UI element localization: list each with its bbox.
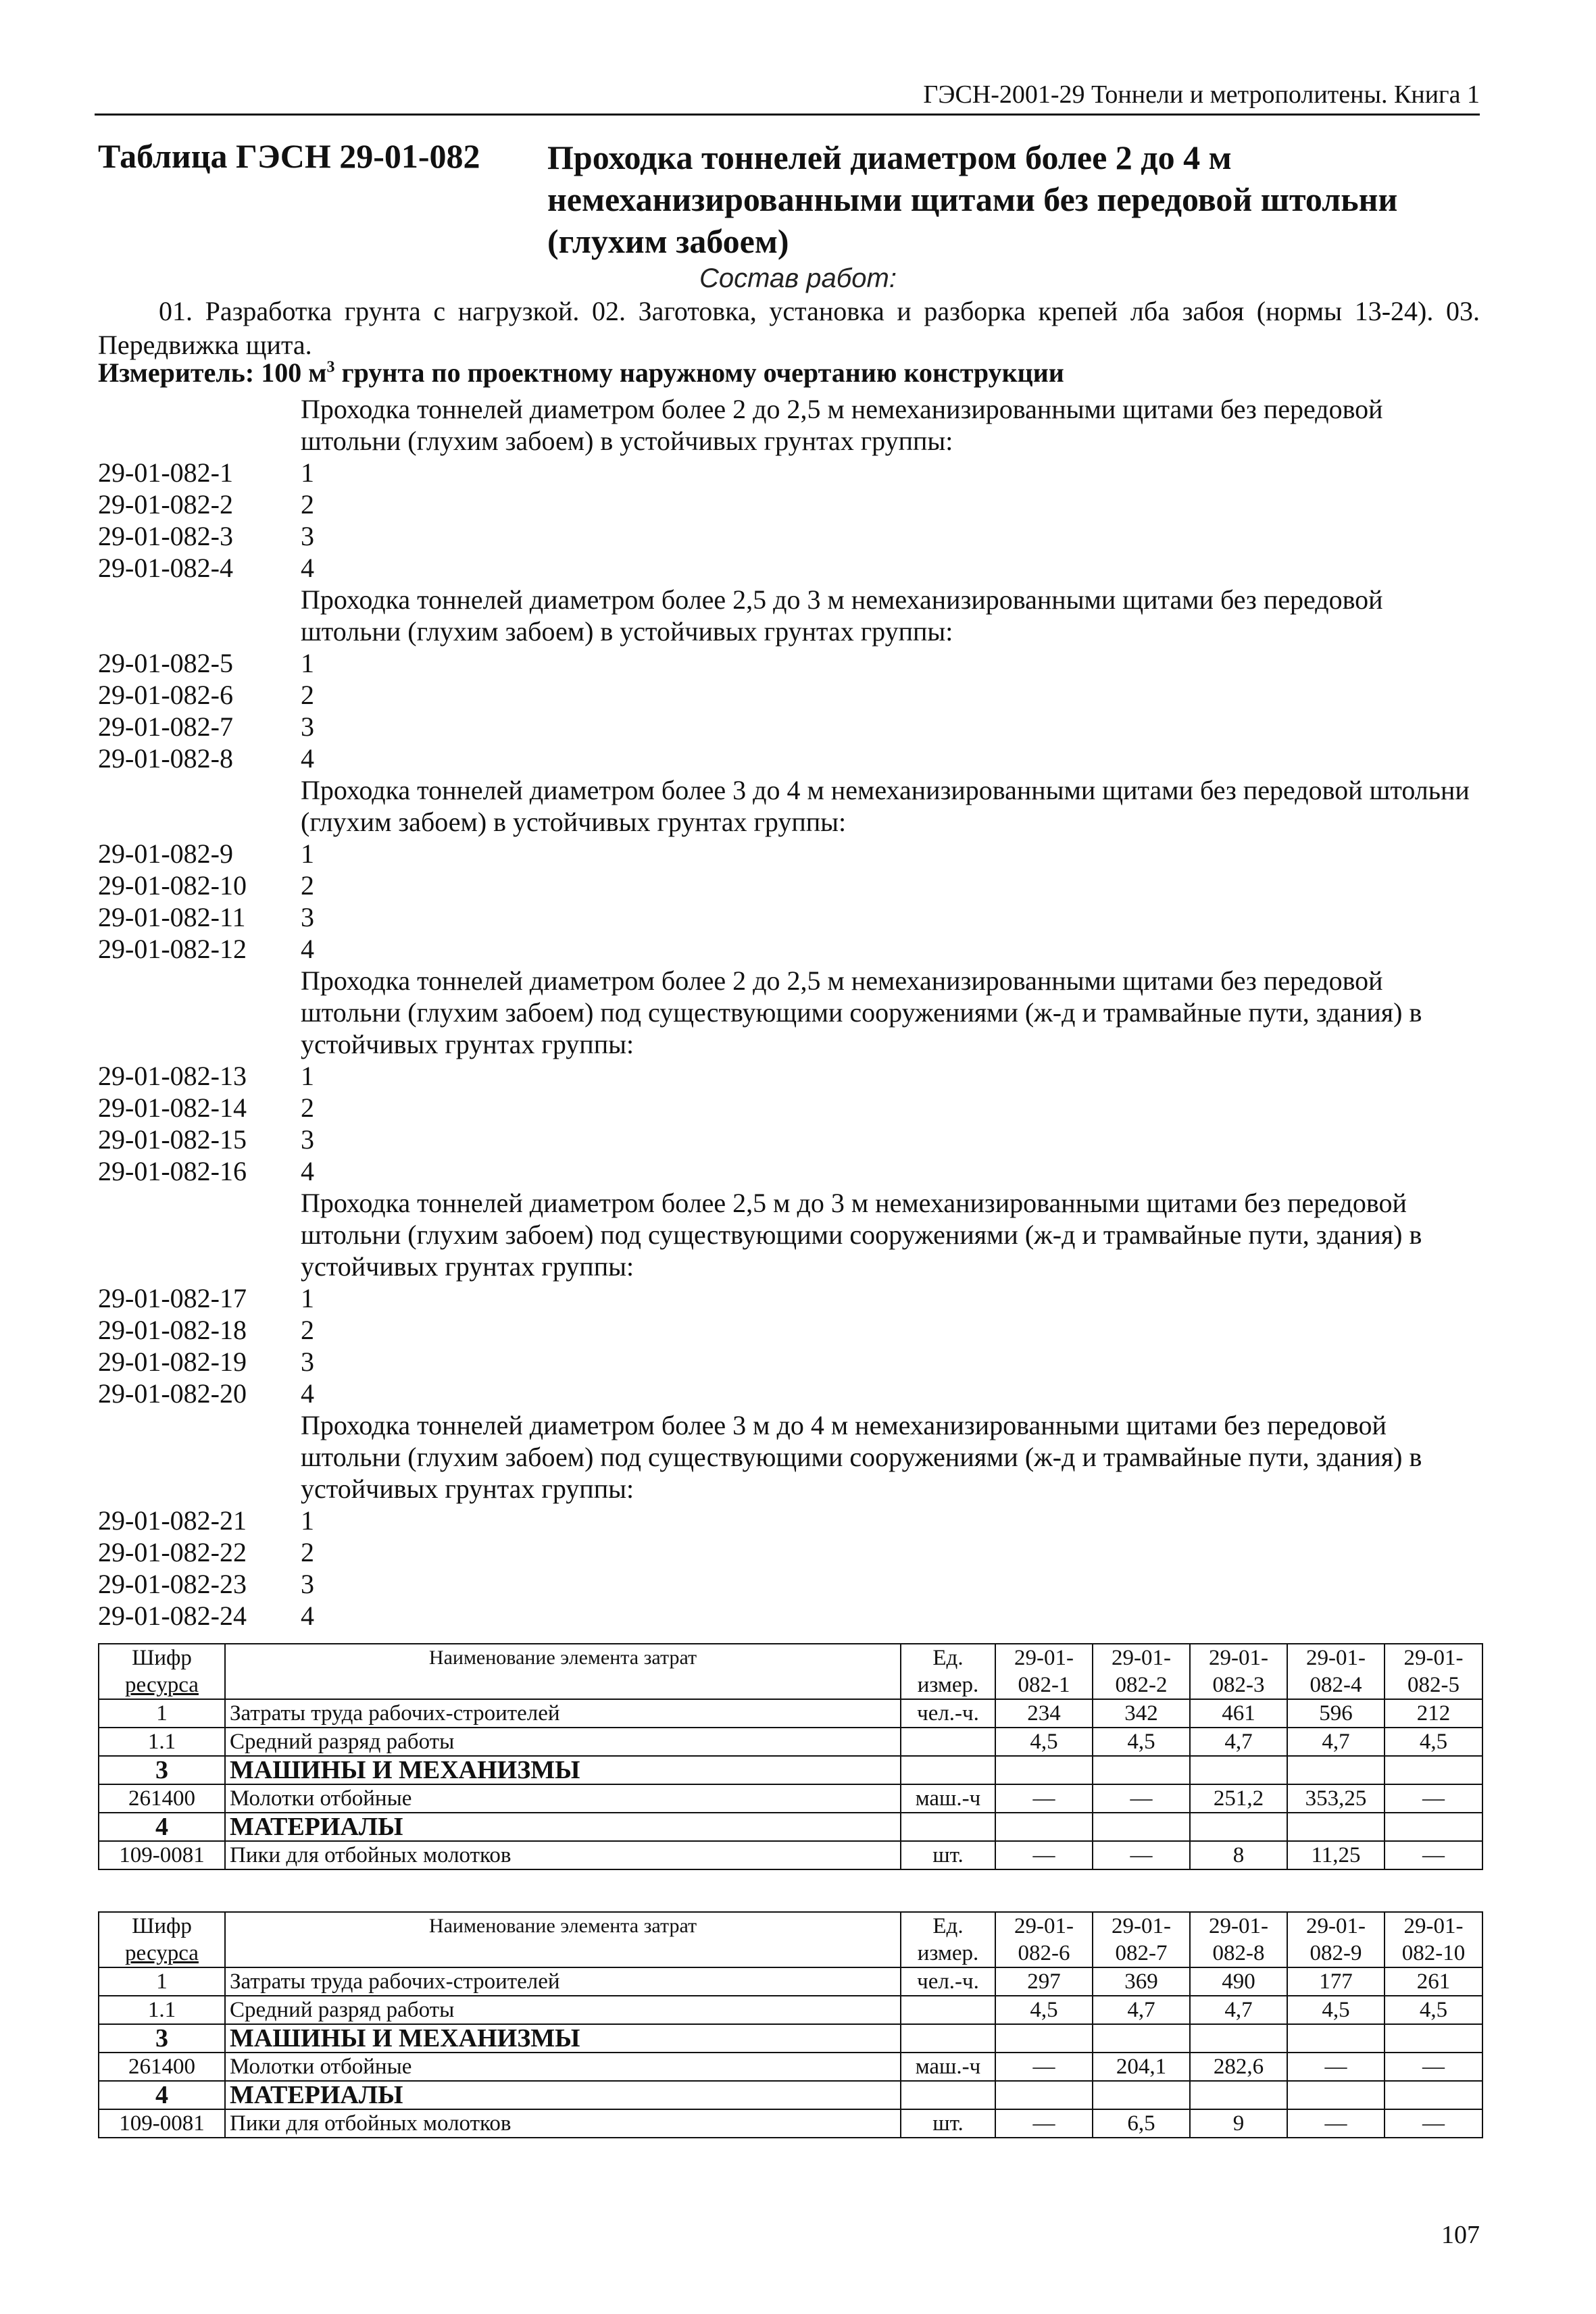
value-cell <box>1093 2024 1190 2053</box>
resource-code: 1.1 <box>99 1728 225 1756</box>
work-composition-label: Состав работ: <box>699 263 897 293</box>
header-text: 082-5 <box>1407 1673 1460 1697</box>
unit-cell <box>901 1728 995 1756</box>
resource-code: 3 <box>99 1756 225 1784</box>
header-norm-code <box>1093 1644 1190 1699</box>
header-text: ресурса <box>125 1673 199 1697</box>
norm-row <box>98 1600 1483 1632</box>
norm-code: 29-01-082-24 <box>98 1601 247 1631</box>
header-text: 29-01- <box>1403 1646 1464 1670</box>
value-cell: 4,7 <box>1190 1996 1287 2024</box>
norm-code: 29-01-082-10 <box>98 870 247 901</box>
header-text: Шифр <box>132 1914 192 1938</box>
value-cell <box>1287 2024 1385 2053</box>
table-row <box>99 1996 1482 2024</box>
value-cell: 4,7 <box>1190 1728 1287 1756</box>
value-cell <box>1385 2024 1482 2053</box>
value-cell: 297 <box>995 1967 1093 1996</box>
norm-row <box>98 711 1483 743</box>
group-description: Проходка тоннелей диаметром более 2 до 2,5 м немеханизированными щитами без передовой штольни (глухим забоем) в устойчивых грунтах группы: <box>301 394 1383 456</box>
header-unit <box>901 1644 995 1699</box>
header-text: 082-2 <box>1115 1673 1168 1697</box>
table-row <box>99 1841 1482 1869</box>
norm-code: 29-01-082-13 <box>98 1061 247 1091</box>
norm-code: 29-01-082-15 <box>98 1124 247 1155</box>
resource-code: 3 <box>99 2024 225 2053</box>
unit-cell: маш.-ч <box>901 2053 995 2081</box>
resource-code: 1 <box>99 1967 225 1996</box>
norm-row <box>98 1505 1483 1536</box>
value-cell <box>1190 1756 1287 1784</box>
value-cell: 8 <box>1190 1841 1287 1869</box>
cost-element-name: МАШИНЫ И МЕХАНИЗМЫ <box>225 2024 901 2053</box>
resource-code: 261400 <box>99 2053 225 2081</box>
unit-cell <box>901 1813 995 1841</box>
value-cell <box>995 1756 1093 1784</box>
value-cell <box>1093 1813 1190 1841</box>
table-title: Проходка тоннелей диаметром более 2 до 4 м немеханизированными щитами без передовой штольни (глухим забоем) <box>547 139 1398 260</box>
norm-row <box>98 1314 1483 1346</box>
value-cell: — <box>1093 1784 1190 1813</box>
header-cost-element: Наименование элемента затрат <box>225 1644 901 1699</box>
cost-element-name: МАШИНЫ И МЕХАНИЗМЫ <box>225 1756 901 1784</box>
value-cell: — <box>1385 1841 1482 1869</box>
header-text: 29-01- <box>1112 1914 1171 1938</box>
cost-element-name: МАТЕРИАЛЫ <box>225 1813 901 1841</box>
soil-group-number: 1 <box>301 1283 314 1313</box>
unit-cell <box>901 1756 995 1784</box>
value-cell <box>995 2024 1093 2053</box>
norm-row <box>98 1378 1483 1409</box>
value-cell: 4,7 <box>1287 1728 1385 1756</box>
norm-code: 29-01-082-17 <box>98 1283 247 1313</box>
header-text: 082-8 <box>1212 1941 1265 1965</box>
header-resource-code <box>99 1644 225 1699</box>
header-text: 29-01- <box>1209 1646 1268 1670</box>
soil-group-number: 4 <box>301 553 314 583</box>
soil-group-number: 1 <box>301 648 314 678</box>
norm-row <box>98 933 1483 965</box>
unit-cell: чел.-ч. <box>901 1967 995 1996</box>
value-cell: 4,7 <box>1093 1996 1190 2024</box>
norm-code: 29-01-082-4 <box>98 553 233 583</box>
table-row <box>99 1813 1482 1841</box>
value-cell: 342 <box>1093 1699 1190 1728</box>
header-text: 082-10 <box>1401 1941 1466 1965</box>
resource-code: 261400 <box>99 1784 225 1813</box>
norm-code: 29-01-082-11 <box>98 902 246 932</box>
norm-code: 29-01-082-22 <box>98 1537 247 1567</box>
soil-group-number: 3 <box>301 1124 314 1155</box>
measure-unit-exponent: 3 <box>326 358 335 376</box>
measure-unit <box>98 357 1064 388</box>
value-cell <box>995 1813 1093 1841</box>
header-unit <box>901 1912 995 1967</box>
soil-group-number: 4 <box>301 1601 314 1631</box>
soil-group-number: 2 <box>301 1537 314 1567</box>
value-cell: 4,5 <box>995 1996 1093 2024</box>
value-cell: — <box>995 1841 1093 1869</box>
cost-element-name: Молотки отбойные <box>225 2053 901 2081</box>
soil-group-number: 1 <box>301 1505 314 1536</box>
group-description: Проходка тоннелей диаметром более 3 до 4 м немеханизированными щитами без передовой штольни (глухим забоем) в устойчивых грунтах группы: <box>301 775 1470 837</box>
group-description: Проходка тоннелей диаметром более 2,5 до 3 м немеханизированными щитами без передовой штольни (глухим забоем) в устойчивых грунтах группы: <box>301 584 1383 647</box>
norm-row <box>98 1124 1483 1155</box>
header-text: 082-6 <box>1018 1941 1070 1965</box>
value-cell: — <box>995 1784 1093 1813</box>
value-cell: — <box>1385 2053 1482 2081</box>
norm-row <box>98 1282 1483 1314</box>
header-norm-code <box>1093 1912 1190 1967</box>
norm-row <box>98 1536 1483 1568</box>
header-text: 082-3 <box>1212 1673 1265 1697</box>
soil-group-number: 4 <box>301 934 314 964</box>
table-label: Таблица ГЭСН 29-01-082 <box>98 137 480 175</box>
resource-code: 109-0081 <box>99 2109 225 2138</box>
value-cell: 212 <box>1385 1699 1482 1728</box>
header-text: 29-01- <box>1112 1646 1171 1670</box>
measure-unit-prefix: Измеритель: 100 м <box>98 357 327 388</box>
header-text: ресурса <box>125 1941 199 1965</box>
norm-code: 29-01-082-1 <box>98 457 233 488</box>
norm-row <box>98 870 1483 901</box>
norm-code: 29-01-082-3 <box>98 521 233 551</box>
value-cell <box>1385 2081 1482 2109</box>
norm-code: 29-01-082-9 <box>98 838 233 869</box>
value-cell <box>1385 1756 1482 1784</box>
soil-group-number: 2 <box>301 1315 314 1345</box>
table-row <box>99 2053 1482 2081</box>
norm-row <box>98 1092 1483 1124</box>
soil-group-number: 4 <box>301 1378 314 1409</box>
value-cell <box>1385 1813 1482 1841</box>
group-description: Проходка тоннелей диаметром более 2,5 м до 3 м немеханизированными щитами без передовой штольни (глухим забоем) под существующими сооружениями (ж-д и трамвайные пути, здания) в устойчивых грунтах группы: <box>301 1188 1422 1282</box>
value-cell <box>1190 2081 1287 2109</box>
header-norm-code <box>1385 1644 1482 1699</box>
header-cost-element: Наименование элемента затрат <box>225 1912 901 1967</box>
header-text: Ед. <box>932 1646 964 1670</box>
norm-code: 29-01-082-19 <box>98 1347 247 1377</box>
value-cell <box>1287 1813 1385 1841</box>
table-header-row <box>99 1912 1482 1967</box>
norm-row <box>98 1155 1483 1187</box>
header-norm-code <box>1190 1912 1287 1967</box>
value-cell: 11,25 <box>1287 1841 1385 1869</box>
value-cell: 596 <box>1287 1699 1385 1728</box>
header-text: Шифр <box>132 1646 192 1670</box>
unit-cell <box>901 1996 995 2024</box>
resource-code: 1.1 <box>99 1996 225 2024</box>
value-cell: 490 <box>1190 1967 1287 1996</box>
norm-code: 29-01-082-18 <box>98 1315 247 1345</box>
header-text: измер. <box>917 1941 979 1965</box>
header-norm-code <box>1287 1912 1385 1967</box>
cost-element-name: Затраты труда рабочих-строителей <box>225 1967 901 1996</box>
soil-group-number: 1 <box>301 838 314 869</box>
norm-row <box>98 552 1483 584</box>
cost-element-name: Пики для отбойных молотков <box>225 1841 901 1869</box>
resource-table-2 <box>98 1911 1483 2138</box>
norm-code: 29-01-082-8 <box>98 743 233 774</box>
resource-code: 109-0081 <box>99 1841 225 1869</box>
norm-row <box>98 488 1483 520</box>
cost-element-name: Пики для отбойных молотков <box>225 2109 901 2138</box>
norm-row <box>98 838 1483 870</box>
value-cell: 4,5 <box>995 1728 1093 1756</box>
unit-cell: шт. <box>901 2109 995 2138</box>
value-cell: 4,5 <box>1287 1996 1385 2024</box>
group-description: Проходка тоннелей диаметром более 3 м до 4 м немеханизированными щитами без передовой штольни (глухим забоем) под существующими сооружениями (ж-д и трамвайные пути, здания) в устойчивых грунтах группы: <box>301 1410 1422 1504</box>
resource-code: 4 <box>99 2081 225 2109</box>
soil-group-number: 2 <box>301 1092 314 1123</box>
value-cell <box>1093 1756 1190 1784</box>
norm-code: 29-01-082-6 <box>98 680 233 710</box>
value-cell: 4,5 <box>1093 1728 1190 1756</box>
value-cell: 4,5 <box>1385 1728 1482 1756</box>
header-text: 29-01- <box>1306 1914 1366 1938</box>
norm-row <box>98 1346 1483 1378</box>
value-cell <box>995 2081 1093 2109</box>
value-cell: 261 <box>1385 1967 1482 1996</box>
norm-code: 29-01-082-20 <box>98 1378 247 1409</box>
norm-code: 29-01-082-12 <box>98 934 247 964</box>
header-norm-code <box>1287 1644 1385 1699</box>
header-text: Ед. <box>932 1914 964 1938</box>
header-norm-code <box>995 1644 1093 1699</box>
norms-list <box>98 393 1483 1632</box>
header-text: 082-9 <box>1310 1941 1362 1965</box>
value-cell: — <box>1287 2053 1385 2081</box>
soil-group-number: 1 <box>301 1061 314 1091</box>
norm-code: 29-01-082-23 <box>98 1569 247 1599</box>
header-text: 29-01- <box>1014 1914 1074 1938</box>
value-cell: — <box>1385 1784 1482 1813</box>
norm-code: 29-01-082-7 <box>98 711 233 742</box>
norm-row <box>98 1060 1483 1092</box>
unit-cell: маш.-ч <box>901 1784 995 1813</box>
norm-row <box>98 520 1483 552</box>
running-header: ГЭСН-2001-29 Тоннели и метрополитены. Книга 1 <box>95 80 1480 116</box>
value-cell: 369 <box>1093 1967 1190 1996</box>
norm-row <box>98 457 1483 488</box>
soil-group-number: 3 <box>301 711 314 742</box>
unit-cell: шт. <box>901 1841 995 1869</box>
unit-cell <box>901 2081 995 2109</box>
unit-cell <box>901 2024 995 2053</box>
header-text: 29-01- <box>1403 1914 1464 1938</box>
norm-code: 29-01-082-21 <box>98 1505 247 1536</box>
header-text: измер. <box>917 1673 979 1697</box>
value-cell <box>1093 2081 1190 2109</box>
value-cell: — <box>1093 1841 1190 1869</box>
soil-group-number: 4 <box>301 1156 314 1186</box>
measure-unit-suffix: грунта по проектному наружному очертанию конструкции <box>334 357 1064 388</box>
soil-group-number: 1 <box>301 457 314 488</box>
value-cell <box>1190 1813 1287 1841</box>
value-cell: 6,5 <box>1093 2109 1190 2138</box>
value-cell: — <box>995 2053 1093 2081</box>
soil-group-number: 3 <box>301 902 314 932</box>
value-cell <box>1287 2081 1385 2109</box>
cost-element-name: МАТЕРИАЛЫ <box>225 2081 901 2109</box>
value-cell: 251,2 <box>1190 1784 1287 1813</box>
table-row <box>99 1728 1482 1756</box>
page-number: 107 <box>1441 2221 1480 2249</box>
table-row <box>99 1699 1482 1728</box>
value-cell <box>1287 1756 1385 1784</box>
value-cell: 282,6 <box>1190 2053 1287 2081</box>
value-cell <box>1190 2024 1287 2053</box>
resource-code: 1 <box>99 1699 225 1728</box>
norm-code: 29-01-082-2 <box>98 489 233 520</box>
cost-element-name: Молотки отбойные <box>225 1784 901 1813</box>
norm-row <box>98 743 1483 774</box>
header-text: 082-7 <box>1115 1941 1168 1965</box>
table-row <box>99 1756 1482 1784</box>
norm-row <box>98 679 1483 711</box>
table-row <box>99 2081 1482 2109</box>
resource-code: 4 <box>99 1813 225 1841</box>
cost-element-name: Средний разряд работы <box>225 1728 901 1756</box>
header-text: 29-01- <box>1014 1646 1074 1670</box>
value-cell: 234 <box>995 1699 1093 1728</box>
value-cell: — <box>1385 2109 1482 2138</box>
table-row <box>99 1784 1482 1813</box>
norm-code: 29-01-082-16 <box>98 1156 247 1186</box>
table-row <box>99 2109 1482 2138</box>
header-text: 29-01- <box>1209 1914 1268 1938</box>
soil-group-number: 4 <box>301 743 314 774</box>
value-cell: — <box>995 2109 1093 2138</box>
soil-group-number: 2 <box>301 870 314 901</box>
work-composition-text: 01. Разработка грунта с нагрузкой. 02. Заготовка, установка и разборка крепей лба забоя (нормы 13-24). 03. Передвижка щита. <box>98 296 1480 360</box>
header-text: 082-4 <box>1310 1673 1362 1697</box>
norm-row <box>98 901 1483 933</box>
table-header-row <box>99 1644 1482 1699</box>
soil-group-number: 2 <box>301 489 314 520</box>
value-cell: 177 <box>1287 1967 1385 1996</box>
table-row <box>99 2024 1482 2053</box>
header-text: 29-01- <box>1306 1646 1366 1670</box>
soil-group-number: 3 <box>301 521 314 551</box>
value-cell: 204,1 <box>1093 2053 1190 2081</box>
cost-element-name: Средний разряд работы <box>225 1996 901 2024</box>
norm-code: 29-01-082-14 <box>98 1092 247 1123</box>
soil-group-number: 2 <box>301 680 314 710</box>
header-text: 082-1 <box>1018 1673 1070 1697</box>
unit-cell: чел.-ч. <box>901 1699 995 1728</box>
resource-table-1 <box>98 1643 1483 1870</box>
header-resource-code <box>99 1912 225 1967</box>
value-cell: 461 <box>1190 1699 1287 1728</box>
header-norm-code <box>995 1912 1093 1967</box>
value-cell: 4,5 <box>1385 1996 1482 2024</box>
norm-code: 29-01-082-5 <box>98 648 233 678</box>
header-norm-code <box>1190 1644 1287 1699</box>
value-cell: — <box>1287 2109 1385 2138</box>
value-cell: 9 <box>1190 2109 1287 2138</box>
soil-group-number: 3 <box>301 1347 314 1377</box>
header-norm-code <box>1385 1912 1482 1967</box>
norm-row <box>98 647 1483 679</box>
norm-row <box>98 1568 1483 1600</box>
value-cell: 353,25 <box>1287 1784 1385 1813</box>
soil-group-number: 3 <box>301 1569 314 1599</box>
cost-element-name: Затраты труда рабочих-строителей <box>225 1699 901 1728</box>
table-row <box>99 1967 1482 1996</box>
group-description: Проходка тоннелей диаметром более 2 до 2,5 м немеханизированными щитами без передовой штольни (глухим забоем) под существующими сооружениями (ж-д и трамвайные пути, здания) в устойчивых грунтах группы: <box>301 965 1422 1059</box>
